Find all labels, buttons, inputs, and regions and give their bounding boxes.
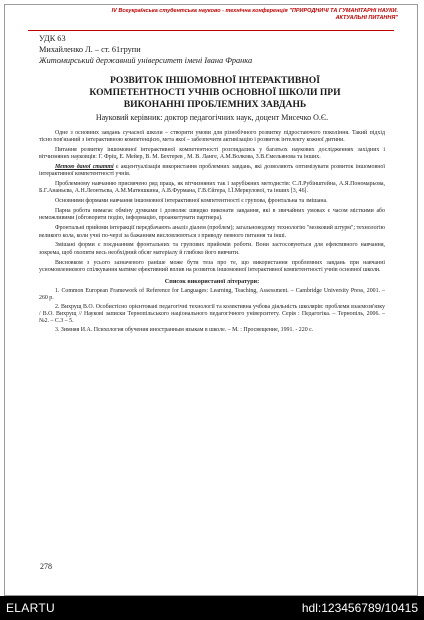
title-line-3: ВИКОНАННІ ПРОБЛЕМНИХ ЗАВДАНЬ bbox=[123, 99, 307, 111]
paragraph: Питання розвитку іншомовної інтерактивної компетентності розглядались у багатьох наукових дослідженнях західних і вітчизняних науковців: Г. Фріц, Е. Мейер, В. М. Бехтерев , М. В. Ланге, А.М.Волкова, З.В.Ємельянова та інших. bbox=[39, 147, 385, 161]
reference-item: 3. Зимняя И.А. Психология обучения иностранным языкам в школе. – М. : Просвещение, 1991. - 220 с. bbox=[55, 326, 314, 333]
paragraph: Висновком з усього зазначеного раніше може бути теза про те, що використання проблемних завдань при навчанні усномовленнєвого спілкування матиме ефективний вплив на розвиток іншомовної інтерактивної компетентності учнів основної школи. bbox=[39, 259, 385, 273]
paragraph: Фронтальні прийоми інтеракції передбачають аналіз діалем (проблем); загальноводому технологію "мозковий штурм"; технологію великого кола, коли учні по-черзі за бажанням висловлюються з приводу певного питання та інші. bbox=[39, 225, 385, 239]
conference-header-line2: АКТУАЛЬНІ ПИТАННЯ" bbox=[335, 15, 398, 21]
goal-paragraph bbox=[39, 164, 385, 178]
reference-item: 1. Common European Framework of Reference for Languages: Learning, Teaching, Assessment. – Cambridge University Press, 2001. – 260 p. bbox=[39, 287, 385, 302]
reference-item: 2. Вихрущ В.О. Особистісно орієнтовані педагогічні технології та колективна учбова діяльність школярів: проблеми взаємозв'язку / В.О. Вихрущ // Наукові записки Тернопільського національного педагогічного університету. Серія : Педагогіка. – Тернопіль, 2006. – №2. – С.3 – 5. bbox=[39, 303, 385, 325]
conference-header-line1: IV Всеукраїнська студентська науково - технічна конференція "ПРИРОДНИЧІ ТА ГУМАНІТАРНІ НАУКИ. bbox=[111, 8, 398, 14]
paragraph: Одне з основних завдань сучасної школи – створити умови для різнобічного розвитку підростаючого покоління. Такий підхід тісно пов'язаний з інтерактивною компетенцією, мета якої – забезпечити активізацію і розвиток інтелекту кожної дитини. bbox=[39, 130, 385, 144]
udk-code: УДК 63 bbox=[39, 34, 66, 43]
references-title: Список використаної літератури: bbox=[164, 277, 260, 285]
supervisor-line: Науковий керівник: доктор педагогічних наук, доцент Мисечко О.Є. bbox=[95, 113, 329, 122]
handle-link[interactable]: hdl:123456789/10415 bbox=[301, 601, 418, 615]
repository-name: ELARTU bbox=[6, 601, 55, 615]
paragraph: Парна робота вимагає обміну думками і дозволяє швидко виконати завдання, які в звичайних умовах є часом місткими або неможливими (обговорити подію, інформацію, проанкетувати партнера). bbox=[39, 208, 385, 222]
goal-text: є акцентуалізація використання проблемних завдань, які дозволяють оптимізувати розвиток іншомовної інтерактивної компетентності учнів. bbox=[39, 164, 385, 178]
article-title bbox=[70, 75, 360, 112]
header-rule bbox=[28, 30, 394, 31]
repository-footer bbox=[0, 596, 424, 620]
author-line: Михайленко Л. – ст. 61групи bbox=[39, 45, 141, 54]
paragraph: Основними формами навчання іншомовної інтерактивної компетентності є групова, фронтальна та змішана. bbox=[55, 198, 328, 205]
paragraph: Проблемному навчанню присвячено ряд праць, як вітчизняних так і зарубіжних методистів: С.Л.Рубінштейна, А.Я.Пономарьова, Б.Г.Ананьєва, А.Н.Леонтьєва, А.М.Матюшкина, А.В.Фурмана, Г.В.Єйгера, І.Ї.Меркулової, та інших [3, 46]. bbox=[39, 181, 385, 195]
references-list bbox=[39, 288, 385, 334]
paragraph: Змішані форми є поєднанням фронтальних та групових прийомів роботи. Вони застосовуються для ефективного навчання, зокрема, щоб охопити весь необхідний обсяг матеріалу й глибоко його вивчити. bbox=[39, 242, 385, 256]
university-line: Житомирський державний університет імені Івана Франка bbox=[39, 56, 253, 65]
title-line-2: КОМПЕТЕНТНОСТІ УЧНІВ ОСНОВНОЇ ШКОЛИ ПРИ bbox=[89, 87, 341, 99]
title-line-1: РОЗВИТОК ІНШОМОВНОЇ ІНТЕРАКТИВНОЇ bbox=[110, 75, 320, 86]
page-number: 278 bbox=[40, 562, 52, 571]
conference-header bbox=[28, 8, 398, 22]
article-body bbox=[39, 130, 385, 336]
goal-label: Метою даної статті bbox=[55, 164, 114, 171]
